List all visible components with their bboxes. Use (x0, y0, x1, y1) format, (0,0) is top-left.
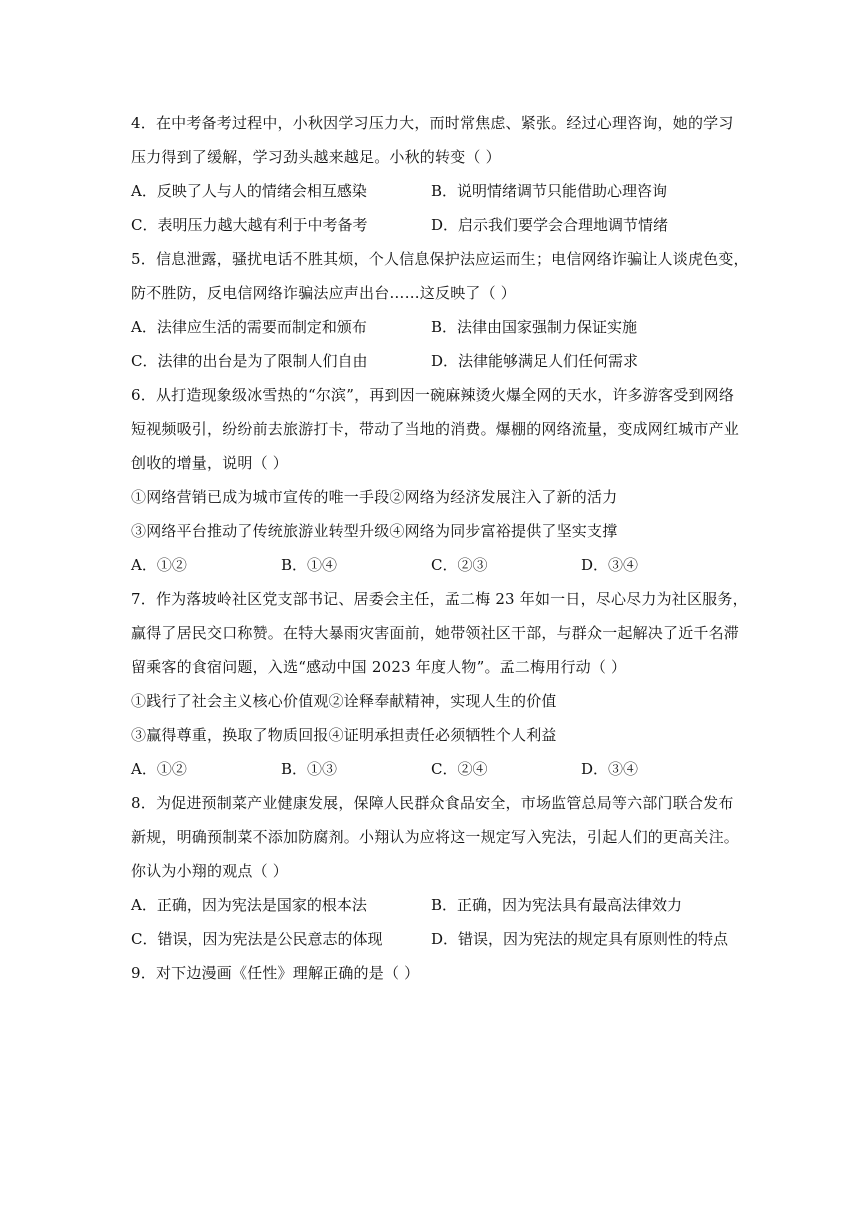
options-row (131, 548, 731, 582)
question-5 (131, 242, 749, 378)
option-c: C．表明压力越大越有利于中考备考 (131, 216, 368, 234)
option-d: D．③④ (581, 556, 639, 574)
question-4 (131, 106, 734, 242)
option-d: D．错误，因为宪法的规定具有原则性的特点 (431, 930, 729, 948)
question-6 (131, 378, 740, 582)
question-stem-line: 短视频吸引，纷纷前去旅游打卡，带动了当地的消费。爆棚的网络流量，变成网红城市产业 (131, 420, 740, 438)
question-stem-line: 新规，明确预制菜不添加防腐剂。小翔认为应将这一规定写入宪法，引起人们的更高关注。 (131, 828, 740, 846)
question-document (131, 106, 749, 990)
options-row (131, 208, 731, 242)
question-stem-line: 赢得了居民交口称赞。在特大暴雨灾害面前，她带领社区干部，与群众一起解决了近千名滞 (131, 624, 740, 642)
question-stem-line: 4．在中考备考过程中，小秋因学习压力大，而时常焦虑、紧张。经过心理咨询，她的学习 (131, 114, 734, 132)
option-a: A．①② (131, 556, 187, 574)
question-7 (131, 582, 748, 786)
options-row (131, 752, 731, 786)
question-stem-line: 防不胜防，反电信网络诈骗法应声出台……这反映了（ ） (131, 284, 516, 302)
question-stem-line: 5．信息泄露，骚扰电话不胜其烦，个人信息保护法应运而生；电信网络诈骗让人谈虎色变， (131, 250, 749, 268)
question-stem-line: 9．对下边漫画《任性》理解正确的是（ ） (131, 964, 420, 982)
option-d: D．启示我们要学会合理地调节情绪 (431, 216, 669, 234)
question-stem-line: 留乘客的食宿问题，入选“感动中国 2023 年度人物”。孟二梅用行动（ ） (131, 658, 627, 676)
options-row (131, 174, 731, 208)
option-c: C．错误，因为宪法是公民意志的体现 (131, 930, 383, 948)
option-b: B．①③ (281, 760, 338, 778)
options-row (131, 888, 731, 922)
options-row (131, 922, 731, 956)
question-9 (131, 956, 731, 990)
statement-line: ①践行了社会主义核心价值观②诠释奉献精神，实现人生的价值 (131, 692, 557, 710)
option-c: C．②③ (431, 556, 488, 574)
option-b: B．正确，因为宪法具有最高法律效力 (431, 896, 683, 914)
option-a: A．反映了人与人的情绪会相互感染 (131, 182, 367, 200)
question-stem-line: 7．作为落坡岭社区党支部书记、居委会主任，孟二梅 23 年如一日，尽心尽力为社区服务， (131, 590, 748, 608)
option-d: D．③④ (581, 760, 639, 778)
statement-line: ③赢得尊重，换取了物质回报④证明承担责任必须牺牲个人利益 (131, 726, 557, 744)
statement-line: ①网络营销已成为城市宣传的唯一手段②网络为经济发展注入了新的活力 (131, 488, 618, 506)
option-d: D．法律能够满足人们任何需求 (431, 352, 639, 370)
option-b: B．①④ (281, 556, 338, 574)
question-stem-line: 6．从打造现象级冰雪热的“尔滨”，再到因一碗麻辣烫火爆全网的天水，许多游客受到网络 (131, 386, 735, 404)
question-stem-line: 创收的增量，说明（ ） (131, 454, 288, 472)
option-a: A．①② (131, 760, 187, 778)
question-stem-line: 8．为促进预制菜产业健康发展，保障人民群众食品安全，市场监管总局等六部门联合发布 (131, 794, 734, 812)
option-c: C．②④ (431, 760, 488, 778)
question-stem-line: 压力得到了缓解，学习劲头越来越足。小秋的转变（ ） (131, 148, 501, 166)
option-a: A．法律应生活的需要而制定和颁布 (131, 318, 367, 336)
statement-line: ③网络平台推动了传统旅游业转型升级④网络为同步富裕提供了坚实支撑 (131, 522, 618, 540)
option-b: B．法律由国家强制力保证实施 (431, 318, 638, 336)
option-c: C．法律的出台是为了限制人们自由 (131, 352, 368, 370)
options-row (131, 344, 731, 378)
question-stem-line: 你认为小翔的观点（ ） (131, 862, 288, 880)
option-a: A．正确，因为宪法是国家的根本法 (131, 896, 367, 914)
option-b: B．说明情绪调节只能借助心理咨询 (431, 182, 668, 200)
options-row (131, 310, 731, 344)
question-8 (131, 786, 740, 956)
